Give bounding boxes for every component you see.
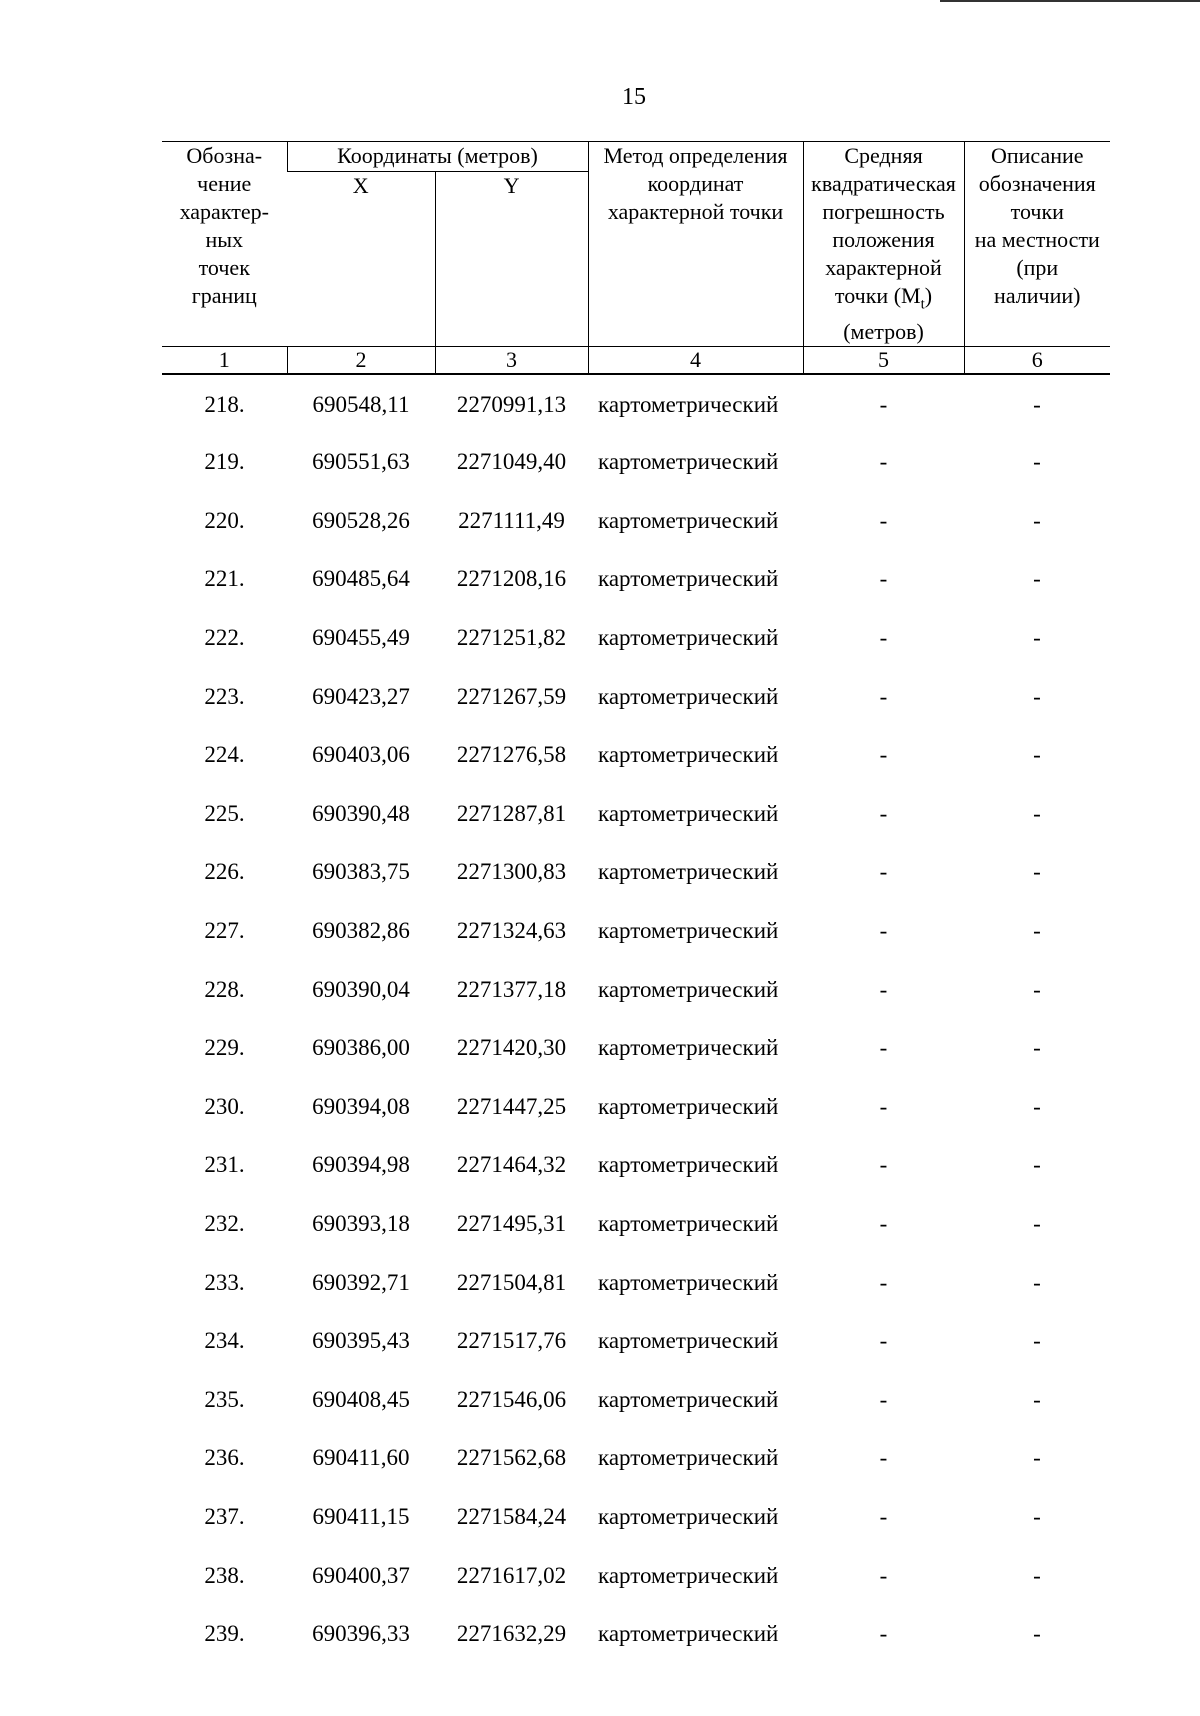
- error-cell: -: [879, 625, 888, 651]
- x-coordinate-cell: 690386,00: [312, 1035, 410, 1061]
- method-cell: картометрический: [598, 800, 779, 826]
- point-cell: 222.: [204, 625, 245, 651]
- point-cell: 226.: [204, 859, 245, 885]
- description-cell: -: [1033, 918, 1041, 944]
- table-row: [162, 1546, 1110, 1605]
- page-number: 15: [622, 84, 646, 110]
- method-cell: картометрический: [598, 1562, 779, 1588]
- point-cell: 233.: [204, 1269, 245, 1295]
- method-cell: картометрический: [598, 918, 779, 944]
- y-coordinate-cell: 2271617,02: [456, 1562, 567, 1588]
- x-coordinate-cell: 690403,06: [312, 742, 410, 768]
- table-row: [162, 667, 1110, 726]
- table-row: [162, 726, 1110, 785]
- point-cell: 237.: [204, 1503, 245, 1529]
- point-cell: 230.: [204, 1093, 245, 1119]
- column-number: 5: [803, 347, 964, 375]
- error-cell: -: [879, 1503, 888, 1529]
- x-coordinate-cell: 690390,48: [312, 800, 410, 826]
- method-cell: картометрический: [598, 625, 779, 651]
- y-coordinate-cell: 2271276,58: [456, 742, 567, 768]
- header-y: Y: [435, 172, 588, 347]
- x-coordinate-cell: 690411,15: [312, 1503, 410, 1529]
- point-cell: 219.: [204, 449, 245, 475]
- x-coordinate-cell: 690390,04: [312, 976, 410, 1002]
- error-cell: -: [879, 918, 888, 944]
- description-cell: -: [1033, 507, 1041, 533]
- error-cell: -: [879, 391, 888, 417]
- table-row: [162, 1429, 1110, 1488]
- y-coordinate-cell: 2271111,49: [458, 507, 565, 533]
- y-coordinate-cell: 2271208,16: [456, 566, 567, 592]
- column-number: 6: [964, 347, 1110, 375]
- point-cell: 225.: [204, 800, 245, 826]
- table-row: [162, 492, 1110, 551]
- y-coordinate-cell: 2271267,59: [456, 683, 567, 709]
- x-coordinate-cell: 690485,64: [312, 566, 410, 592]
- y-coordinate-cell: 2271632,29: [456, 1621, 567, 1647]
- description-cell: -: [1033, 1328, 1041, 1354]
- y-coordinate-cell: 2271324,63: [456, 918, 567, 944]
- point-cell: 223.: [204, 683, 245, 709]
- table-row: [162, 1078, 1110, 1137]
- method-cell: картометрический: [598, 507, 779, 533]
- table-row: [162, 1195, 1110, 1254]
- method-cell: картометрический: [598, 1035, 779, 1061]
- error-cell: -: [879, 507, 888, 533]
- header-mean-square-error: Средняя квадратическая погрешность положения характерной точки $(M_t)$ (метров): [803, 142, 964, 347]
- method-cell: картометрический: [598, 1621, 779, 1647]
- point-cell: 239.: [204, 1621, 245, 1647]
- description-cell: -: [1033, 859, 1041, 885]
- x-coordinate-cell: 690528,26: [312, 507, 410, 533]
- error-cell: -: [879, 1562, 888, 1588]
- y-coordinate-cell: 2271300,83: [456, 859, 567, 885]
- description-cell: -: [1033, 1445, 1041, 1471]
- description-cell: -: [1033, 800, 1041, 826]
- method-cell: картометрический: [598, 1152, 779, 1178]
- table-row: [162, 374, 1110, 433]
- error-cell: -: [879, 742, 888, 768]
- method-cell: картометрический: [598, 1445, 779, 1471]
- y-coordinate-cell: 2270991,13: [456, 391, 567, 417]
- y-coordinate-cell: 2271377,18: [456, 976, 567, 1002]
- x-coordinate-cell: 690394,08: [312, 1093, 410, 1119]
- point-cell: 221.: [204, 566, 245, 592]
- method-cell: картометрический: [598, 976, 779, 1002]
- table-row: [162, 609, 1110, 668]
- error-cell: -: [879, 859, 888, 885]
- method-cell: картометрический: [598, 391, 779, 417]
- table-row: [162, 843, 1110, 902]
- error-cell: -: [879, 800, 888, 826]
- description-cell: -: [1033, 976, 1041, 1002]
- description-cell: -: [1033, 1621, 1041, 1647]
- error-cell: -: [879, 1445, 888, 1471]
- point-cell: 238.: [204, 1562, 245, 1588]
- y-coordinate-cell: 2271504,81: [456, 1269, 567, 1295]
- error-cell: -: [879, 683, 888, 709]
- point-cell: 231.: [204, 1152, 245, 1178]
- y-coordinate-cell: 2271562,68: [456, 1445, 567, 1471]
- table-row: [162, 1136, 1110, 1195]
- table-body: [162, 374, 1110, 1663]
- method-cell: картометрический: [598, 1269, 779, 1295]
- header-method: Метод определения координат характерной точки: [588, 142, 803, 347]
- description-cell: -: [1033, 1386, 1041, 1412]
- y-coordinate-cell: 2271517,76: [456, 1328, 567, 1354]
- column-number: 3: [435, 347, 588, 375]
- x-coordinate-cell: 690548,11: [312, 391, 410, 417]
- column-number: 4: [588, 347, 803, 375]
- y-coordinate-cell: 2271447,25: [456, 1093, 567, 1119]
- point-cell: 232.: [204, 1211, 245, 1236]
- error-cell: -: [879, 1621, 888, 1647]
- point-cell: 220.: [204, 507, 245, 533]
- method-cell: картометрический: [598, 449, 779, 475]
- error-cell: -: [879, 449, 888, 475]
- error-cell: -: [879, 1211, 888, 1236]
- description-cell: -: [1033, 449, 1041, 475]
- description-cell: -: [1033, 1035, 1041, 1061]
- description-cell: -: [1033, 1152, 1041, 1178]
- point-cell: 234.: [204, 1328, 245, 1354]
- header-point-designation: Обозна- чение характер- ных точек границ: [162, 142, 287, 347]
- table-row: [162, 902, 1110, 961]
- point-cell: 218.: [204, 391, 245, 417]
- table-row: [162, 1370, 1110, 1429]
- header-x: X: [352, 173, 369, 199]
- table-header: [162, 142, 1110, 375]
- method-cell: картометрический: [598, 859, 779, 885]
- x-coordinate-cell: 690395,43: [312, 1328, 410, 1354]
- y-coordinate-cell: 2271584,24: [456, 1503, 567, 1529]
- point-cell: 235.: [204, 1386, 245, 1412]
- method-cell: картометрический: [598, 742, 779, 768]
- table-row: [162, 1253, 1110, 1312]
- error-cell: -: [879, 1386, 888, 1412]
- error-cell: -: [879, 1152, 888, 1178]
- x-coordinate-cell: 690392,71: [312, 1269, 410, 1295]
- error-cell: -: [879, 566, 888, 592]
- description-cell: -: [1033, 1562, 1041, 1588]
- table-row: [162, 550, 1110, 609]
- coordinates-table: [162, 141, 1110, 1663]
- point-cell: 236.: [204, 1445, 245, 1471]
- point-cell: 227.: [204, 918, 245, 944]
- x-coordinate-cell: 690400,37: [312, 1562, 410, 1588]
- error-cell: -: [879, 1093, 888, 1119]
- x-coordinate-cell: 690551,63: [312, 449, 410, 475]
- x-coordinate-cell: 690394,98: [312, 1152, 410, 1178]
- point-cell: 224.: [204, 742, 245, 768]
- method-cell: картометрический: [598, 1211, 779, 1236]
- x-coordinate-cell: 690383,75: [312, 859, 410, 885]
- x-coordinate-cell: 690411,60: [312, 1445, 410, 1471]
- point-cell: 229.: [204, 1035, 245, 1061]
- method-cell: картометрический: [598, 683, 779, 709]
- table-row: [162, 433, 1110, 492]
- method-cell: картометрический: [598, 1503, 779, 1529]
- header-description: Описание обозначения точки на местности (при наличии): [964, 142, 1110, 347]
- x-coordinate-cell: 690455,49: [312, 625, 410, 651]
- method-cell: картометрический: [598, 1093, 779, 1119]
- description-cell: -: [1033, 742, 1041, 768]
- description-cell: -: [1033, 1211, 1041, 1236]
- description-cell: -: [1033, 1269, 1041, 1295]
- table-row: [162, 1488, 1110, 1547]
- column-number: 2: [287, 347, 435, 375]
- y-coordinate-cell: 2271049,40: [456, 449, 567, 475]
- error-cell: -: [879, 1328, 888, 1354]
- error-cell: -: [879, 976, 888, 1002]
- y-coordinate-cell: 2271420,30: [456, 1035, 567, 1061]
- column-number: 1: [162, 347, 287, 375]
- error-cell: -: [879, 1035, 888, 1061]
- method-cell: картометрический: [598, 566, 779, 592]
- top-rule: [940, 0, 1200, 2]
- y-coordinate-cell: 2271546,06: [456, 1386, 567, 1412]
- method-cell: картометрический: [598, 1328, 779, 1354]
- y-coordinate-cell: 2271287,81: [456, 800, 567, 826]
- x-coordinate-cell: 690382,86: [312, 918, 410, 944]
- description-cell: -: [1033, 625, 1041, 651]
- table-row: [162, 1019, 1110, 1078]
- x-coordinate-cell: 690393,18: [312, 1211, 410, 1236]
- description-cell: -: [1033, 683, 1041, 709]
- table-row: [162, 785, 1110, 844]
- point-cell: 228.: [204, 976, 245, 1002]
- description-cell: -: [1033, 391, 1041, 417]
- header-coordinates-group: Координаты (метров): [287, 142, 588, 172]
- y-coordinate-cell: 2271464,32: [456, 1152, 567, 1178]
- column-number-row: [162, 347, 1110, 375]
- table-row: [162, 1605, 1110, 1664]
- description-cell: -: [1033, 1093, 1041, 1119]
- x-coordinate-cell: 690423,27: [312, 683, 410, 709]
- x-coordinate-cell: 690408,45: [312, 1386, 410, 1412]
- x-coordinate-cell: 690396,33: [312, 1621, 410, 1647]
- y-coordinate-cell: 2271495,31: [456, 1211, 567, 1236]
- method-cell: картометрический: [598, 1386, 779, 1412]
- y-coordinate-cell: 2271251,82: [456, 625, 567, 651]
- table-row: [162, 960, 1110, 1019]
- error-cell: -: [879, 1269, 888, 1295]
- description-cell: -: [1033, 566, 1041, 592]
- table-row: [162, 1312, 1110, 1371]
- description-cell: -: [1033, 1503, 1041, 1529]
